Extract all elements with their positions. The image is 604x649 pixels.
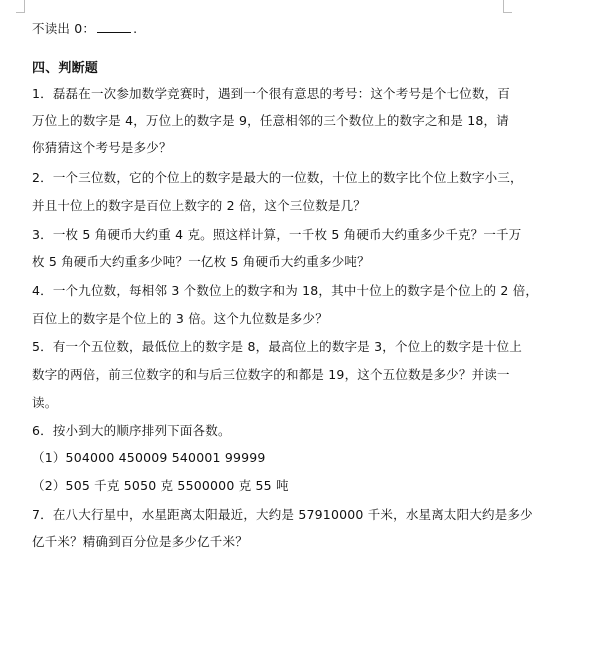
question-4-line-2: 百位上的数字是个位上的 3 倍。这个九位数是多少？ xyxy=(32,311,328,326)
answer-blank xyxy=(97,20,131,33)
page-corner-mark-left xyxy=(16,0,25,13)
question-3-line-2: 枚 5 角硬币大约重多少吨？一亿枚 5 角硬币大约重多少吨？ xyxy=(32,254,370,269)
question-1-line-2: 万位上的数字是 4，万位上的数字是 9，任意相邻的三个数位上的数字之和是 18，请 xyxy=(32,113,509,128)
fill-blank-prefix: 不读出 0： xyxy=(32,21,96,36)
question-4-line-1: 4．一个九位数，每相邻 3 个数位上的数字和为 18，其中十位上的数字是个位上的 2 倍， xyxy=(32,283,539,298)
fill-blank-suffix: . xyxy=(133,21,138,36)
question-2-line-1: 2．一个三位数，它的个位上的数字是最大的一位数，十位上的数字比个位上数字小三， xyxy=(32,170,523,185)
page-corner-mark-right xyxy=(503,0,512,13)
question-2-line-2: 并且十位上的数字是百位上数字的 2 倍，这个三位数是几？ xyxy=(32,198,367,213)
question-1-line-3: 你猜猜这个考号是多少？ xyxy=(32,140,172,155)
question-5-line-2: 数字的两倍，前三位数字的和与后三位数字的和都是 19，这个五位数是多少？并读一 xyxy=(32,367,510,382)
question-6-part-1: （1）504000 450009 540001 99999 xyxy=(32,450,266,465)
question-6-line-1: 6．按小到大的顺序排列下面各数。 xyxy=(32,423,231,438)
question-3-line-1: 3．一枚 5 角硬币大约重 4 克。照这样计算，一千枚 5 角硬币大约重多少千克？一千万 xyxy=(32,227,522,242)
question-7-line-1: 7．在八大行星中，水星距离太阳最近，大约是 57910000 千米，水星离太阳大约是多少 xyxy=(32,507,533,522)
section-title: 四、判断题 xyxy=(32,61,99,76)
fill-blank-line xyxy=(32,20,137,37)
question-1-line-1: 1．磊磊在一次参加数学竞赛时，遇到一个很有意思的考号：这个考号是个七位数，百 xyxy=(32,86,511,101)
question-5-line-3: 读。 xyxy=(32,395,58,410)
question-5-line-1: 5．有一个五位数，最低位上的数字是 8，最高位上的数字是 3，个位上的数字是十位上 xyxy=(32,339,523,354)
question-7-line-2: 亿千米？精确到百分位是多少亿千米？ xyxy=(32,534,248,549)
question-6-part-2: （2）505 千克 5050 克 5500000 克 55 吨 xyxy=(32,478,289,493)
